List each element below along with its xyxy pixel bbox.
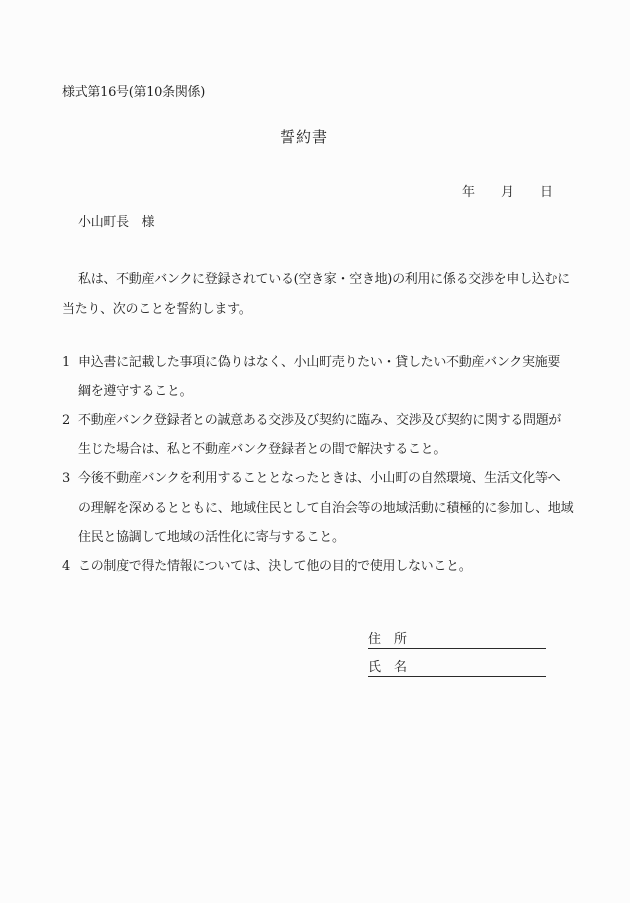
name-label: 氏 名 <box>368 660 408 675</box>
pledge-item-line: 生じた場合は、私と不動産バンク登録者との間で解決すること。 <box>78 442 447 457</box>
document-title: 誓約書 <box>279 128 328 146</box>
address-signature-line <box>368 631 546 649</box>
pledge-item-line: 不動産バンク登録者との誠意ある交渉及び契約に臨み、交渉及び契約に関する問題が <box>78 413 562 428</box>
pledge-item-number: 2 <box>62 413 71 428</box>
pledge-item-line: 申込書に記載した事項に偽りはなく、小山町売りたい・貸したい不動産バンク実施要 <box>78 355 561 370</box>
pledge-item-3 <box>62 470 560 487</box>
pledge-item-2 <box>62 412 561 429</box>
pledge-item-line: 住民と協調して地域の活性化に寄与すること。 <box>78 530 345 545</box>
form-number: 様式第16号(第10条関係) <box>62 85 206 100</box>
pledge-item-number: 4 <box>62 559 71 574</box>
pledge-item-1 <box>62 354 560 371</box>
body-paragraph-line: 当たり、次のことを誓約します。 <box>62 302 252 317</box>
pledge-item-line: この制度で得た情報については、決して他の目的で使用しないこと。 <box>78 559 472 574</box>
pledge-item-4 <box>62 558 471 575</box>
name-signature-line <box>368 659 546 677</box>
pledge-item-line: 綱を遵守すること。 <box>78 384 193 399</box>
date-line: 年 月 日 <box>461 185 553 200</box>
recipient-line: 小山町長 様 <box>78 215 155 230</box>
pledge-item-number: 1 <box>62 355 71 370</box>
pledge-item-line: 今後不動産バンクを利用することとなったときは、小山町の自然環境、生活文化等へ <box>78 471 561 486</box>
body-paragraph-line: 私は、不動産バンクに登録されている(空き家・空き地)の利用に係る交渉を申し込むに <box>78 272 570 287</box>
pledge-item-line: の理解を深めるとともに、地域住民として自治会等の地域活動に積極的に参加し、地域 <box>78 501 574 516</box>
address-label: 住 所 <box>368 632 408 647</box>
pledge-item-number: 3 <box>62 471 71 486</box>
